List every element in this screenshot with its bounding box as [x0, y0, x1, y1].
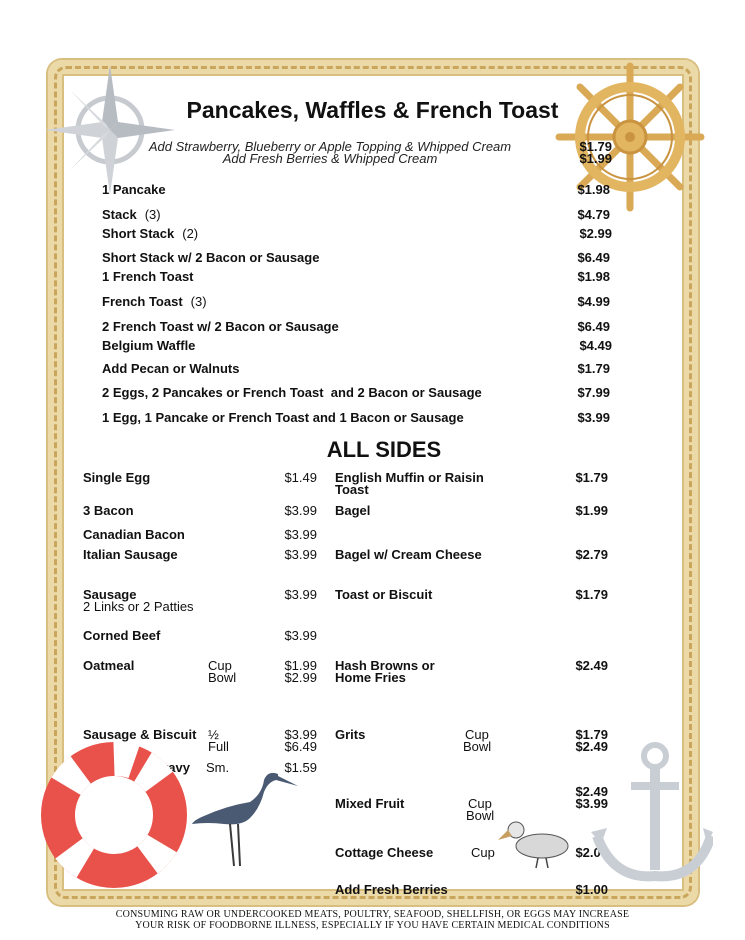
side-size: Cup — [471, 845, 495, 860]
side-price: $6.49 — [284, 739, 317, 754]
menu-item-name: 2 French Toast w/ 2 Bacon or Sausage — [102, 319, 339, 334]
side-price: $2.00 — [575, 845, 608, 860]
heron-icon — [190, 762, 305, 872]
side-price: $1.79 — [575, 470, 608, 485]
side-price: $2.99 — [284, 670, 317, 685]
side-size: Bowl — [463, 739, 492, 754]
side-price: $3.99 — [284, 628, 317, 643]
menu-item-name: Stack (3) — [102, 207, 161, 222]
side-name: Canadian Bacon — [83, 527, 185, 542]
side-name: Home Fries — [335, 670, 406, 685]
side-size: Bowl — [466, 808, 495, 823]
side-price: $1.59 — [284, 760, 317, 775]
side-price: $1.79 — [575, 587, 608, 602]
side-price: $1.99 — [284, 658, 317, 673]
menu-item-name: 2 Eggs, 2 Pancakes or French Toast and 2 Bacon or Sausage — [102, 385, 482, 400]
menu-item-name: Short Stack w/ 2 Bacon or Sausage — [102, 250, 320, 265]
side-name: Grits — [335, 727, 366, 742]
topping-label-1: Add Strawberry, Blueberry or Apple Topping & Whipped Cream — [148, 139, 512, 154]
menu-item-price: $6.49 — [577, 250, 610, 265]
anchor-icon — [583, 740, 713, 890]
side-size: Cup — [465, 727, 489, 742]
menu-item-price: $2.99 — [579, 226, 612, 241]
menu-item-name: 1 Pancake — [102, 182, 166, 197]
topping-label-2: Add Fresh Berries & Whipped Cream — [222, 151, 438, 166]
side-price: $1.49 — [284, 470, 317, 485]
side-price: $3.99 — [284, 547, 317, 562]
menu-item-name: Add Pecan or Walnuts — [102, 361, 240, 376]
side-price: $3.99 — [284, 727, 317, 742]
menu-item-name: 1 French Toast — [102, 269, 194, 284]
side-name: Hash Browns or — [335, 658, 435, 673]
side-name: Corned Beef — [83, 628, 161, 643]
pelican-icon — [498, 810, 588, 870]
side-price: $1.79 — [575, 727, 608, 742]
side-name: Italian Sausage — [83, 547, 178, 562]
menu-item-price: $4.49 — [579, 338, 612, 353]
menu-item-price: $1.98 — [577, 269, 610, 284]
footer-warning-line-1: CONSUMING RAW OR UNDERCOOKED MEATS, POULTRY, SEAFOOD, SHELLFISH, OR EGGS MAY INCREASE — [115, 909, 630, 920]
side-name: 3 Bacon — [83, 503, 134, 518]
menu-title: Pancakes, Waffles & French Toast — [186, 97, 559, 123]
side-price: $3.99 — [284, 587, 317, 602]
side-price: $2.49 — [575, 739, 608, 754]
side-name: Toast — [335, 482, 369, 497]
footer-warning-line-2: YOUR RISK OF FOODBORNE ILLNESS, ESPECIALLY IF YOU HAVE CERTAIN MEDICAL CONDITIONS — [135, 920, 610, 931]
menu-item-price: $1.98 — [577, 182, 610, 197]
compass-icon — [40, 60, 180, 200]
side-size: Cup — [468, 796, 492, 811]
menu-item-name: Belgium Waffle — [102, 338, 196, 353]
side-name: Mixed Fruit — [335, 796, 405, 811]
menu-item-price: $4.79 — [577, 207, 610, 222]
side-name: Bagel w/ Cream Cheese — [335, 547, 482, 562]
menu-item-price: $7.99 — [577, 385, 610, 400]
side-name: Oatmeal — [83, 658, 135, 673]
side-size: Sm. — [206, 760, 230, 775]
menu-item-name: 1 Egg, 1 Pancake or French Toast and 1 Bacon or Sausage — [102, 410, 464, 425]
side-name: Sausage & Biscuit — [83, 727, 197, 742]
side-name: Add Fresh Berries — [335, 882, 448, 897]
side-name: Sausage & Gravy — [83, 760, 190, 775]
side-name: Toast or Biscuit — [335, 587, 433, 602]
side-size: Full — [208, 739, 229, 754]
sides-title: ALL SIDES — [326, 437, 442, 462]
side-note: 2 Links or 2 Patties — [83, 599, 194, 614]
topping-price-2: $1.99 — [579, 151, 612, 166]
side-name: English Muffin or Raisin — [335, 470, 484, 485]
side-name: Sausage — [83, 587, 137, 602]
side-price: $3.99 — [575, 796, 608, 811]
side-size: Bowl — [208, 670, 237, 685]
side-size: ½ — [208, 727, 219, 742]
menu-item-price: $4.99 — [577, 294, 610, 309]
menu-item-name: French Toast (3) — [102, 294, 207, 309]
side-price: $3.99 — [284, 503, 317, 518]
menu-item-name: Short Stack (2) — [102, 226, 199, 241]
menu-item-price: $3.99 — [577, 410, 610, 425]
side-price: $1.99 — [575, 503, 608, 518]
menu-item-price: $6.49 — [577, 319, 610, 334]
side-name: Single Egg — [83, 470, 151, 485]
topping-price-1: $1.79 — [579, 139, 612, 154]
side-price: $3.99 — [284, 527, 317, 542]
menu-item-price: $1.79 — [577, 361, 610, 376]
side-size: Cup — [208, 658, 232, 673]
side-price: $2.79 — [575, 547, 608, 562]
lifebuoy-icon — [34, 740, 194, 890]
side-name: Cottage Cheese — [335, 845, 434, 860]
side-price: $2.49 — [575, 658, 608, 673]
side-price: $2.49 — [575, 784, 608, 799]
side-price: $1.00 — [575, 882, 608, 897]
side-name: Bagel — [335, 503, 371, 518]
